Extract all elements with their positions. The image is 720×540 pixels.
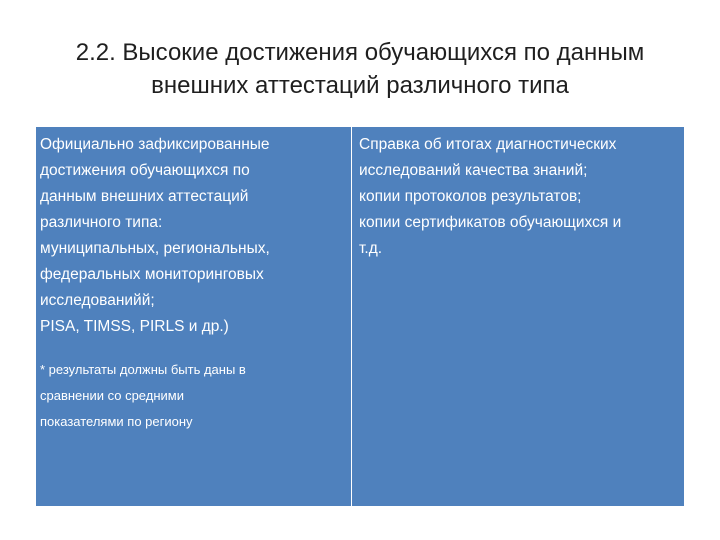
footnote-line: показателями по региону bbox=[40, 414, 193, 429]
table-cell-achievements bbox=[36, 127, 352, 506]
content-table bbox=[36, 127, 684, 506]
cell-text-line: муниципальных, региональных, bbox=[40, 240, 270, 257]
slide-title bbox=[40, 36, 680, 102]
cell-text-line: различного типа: bbox=[40, 214, 163, 231]
slide-title-line-2: внешних аттестаций различного типа bbox=[151, 72, 569, 99]
cell-text-line: Официально зафиксированные bbox=[40, 136, 270, 153]
slide-title-line-1: 2.2. Высокие достижения обучающихся по данным bbox=[75, 39, 645, 66]
table-cell-documents bbox=[352, 127, 684, 506]
cell-text-line: достижения обучающихся по bbox=[40, 162, 250, 179]
cell-text-line: федеральных мониторинговых bbox=[40, 266, 264, 283]
cell-text-line: копии сертификатов обучающихся и bbox=[359, 214, 622, 231]
cell-text-line: исследованийй; bbox=[40, 292, 155, 309]
cell-text-line: копии протоколов результатов; bbox=[359, 188, 582, 205]
cell-text-line: PISA, TIMSS, PIRLS и др.) bbox=[40, 318, 229, 335]
cell-text-line: исследований качества знаний; bbox=[359, 162, 588, 179]
footnote bbox=[40, 357, 345, 435]
footnote-line: * результаты должны быть даны в bbox=[40, 362, 246, 377]
cell-text-line: данным внешних аттестаций bbox=[40, 188, 249, 205]
cell-text-line: Справка об итогах диагностических bbox=[359, 136, 617, 153]
cell-text-line: т.д. bbox=[359, 240, 383, 257]
footnote-line: сравнении со средними bbox=[40, 388, 184, 403]
